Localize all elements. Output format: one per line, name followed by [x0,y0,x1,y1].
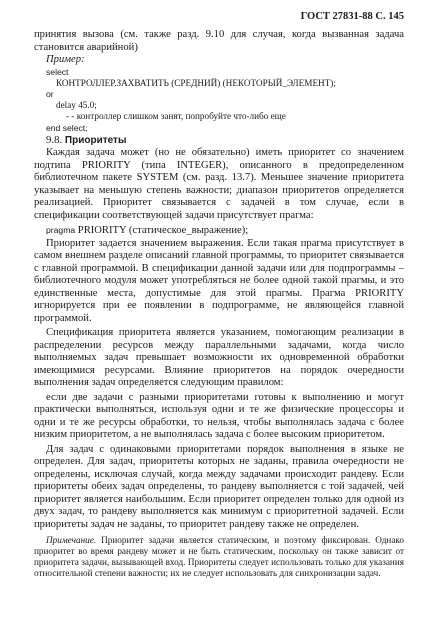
section-number: 9.8. [46,133,63,146]
note-text: Приоритет задачи является статическим, и поэтому фиксирован. Однако приоритет во время рандеву может и не быть статическим, поскольку он также зависит от приоритета задачи, вызывающей вход. Приоритеты следует использовать только для указания относительной степени важности; их не следует использовать для синхронизации задач. [34,535,404,579]
note [34,535,404,579]
paragraph-priority-value: Приоритет задается значением выражения. Если такая прагма присутствует в самом внешнем разделе описаний главной программы, то приоритет связывается с главной программой. В спецификации данной задачи или для подпрограммы – библиотечного модуля может употребляться не более одной такой прагмы, и это единственные места, допустимые для этой прагмы. Прагма PRIORITY игнорируется при ее появлении в подпрограмме, не являющейся главной программой. [34,237,404,324]
pragma-text: PRIORITY (статическое_выражение); [77,225,249,237]
section-title: Приоритеты [64,134,127,146]
paragraph-call-acceptance: принятия вызова (см. также разд. 9.10 для случая, когда вызванная задача становится аварийной) [34,29,404,53]
code-example [34,67,404,134]
code-line-end-select: end select; [46,122,88,133]
code-line-or: or [46,88,54,99]
paragraph-equal-priorities: Для задач с одинаковыми приоритетами порядок выполнения в языке не определен. Для задач, приоритеты которых не заданы, правила очередности не определены, исключая случай, когда между задачами происходит рандеву. Если приоритеты обеих задач определены, то рандеву выполняется с той задачей, чей приоритет является наибольшим. Если приоритет определен только для одной из двух задач, то рандеву выполняется как минимум с приоритетной задачей. Если приоритеты задач не заданы, то приоритет рандеву также не определен. [34,443,404,530]
page-header: ГОСТ 27831-88 С. 145 [300,11,404,22]
code-line-comment: - - контроллер слишком занят, попробуйте что-либо еще [66,111,286,122]
example-label: Пример: [46,54,85,65]
paragraph-priority-definition: Каждая задача может (но не обязательно) иметь приоритет со значением подтипа PRIORITY (типа INTEGER), описанного в предопределенном библиотечном пакете SYSTEM (см. разд. 13.7). Меньшее значение приоритета указывает на меньшую степень важности; диапазон приоритетов определяется реализацией. Приоритет связывается с задачей в том случае, если в спецификации соответствующей задачи присутствует прагма: [34,147,404,221]
paragraph-rule: если две задачи с разными приоритетами готовы к выполнению и могут практически выполняться, используя одни и те же физические процессоры и одни и те же ресурсы обработки, то нельзя, чтобы выполнялась задача с более низким приоритетом, а не выполнялась задача с более высоким приоритетом. [34,391,404,441]
paragraph-priority-specification: Спецификация приоритета является указанием, помогающим реализации в распределении ресурсов между параллельными задачами, когда число выполняемых задач превышает возможности их одновременной обработки имеющимися ресурсами. Влияние приоритетов на порядок очередности выполнения задач определяется следующим правилом: [34,327,404,389]
section-heading [46,134,404,148]
pragma-line [34,224,404,238]
code-line-delay: delay 45.0; [56,100,97,111]
code-line-select: select [46,66,69,77]
pragma-keyword: pragma [46,225,76,236]
code-line-call: КОНТРОЛЛЕР.ЗАХВАТИТЬ (СРЕДНИЙ) (НЕКОТОРЫЙ_ЭЛЕМЕНТ); [56,77,336,88]
note-label: Примечание. [46,535,97,546]
